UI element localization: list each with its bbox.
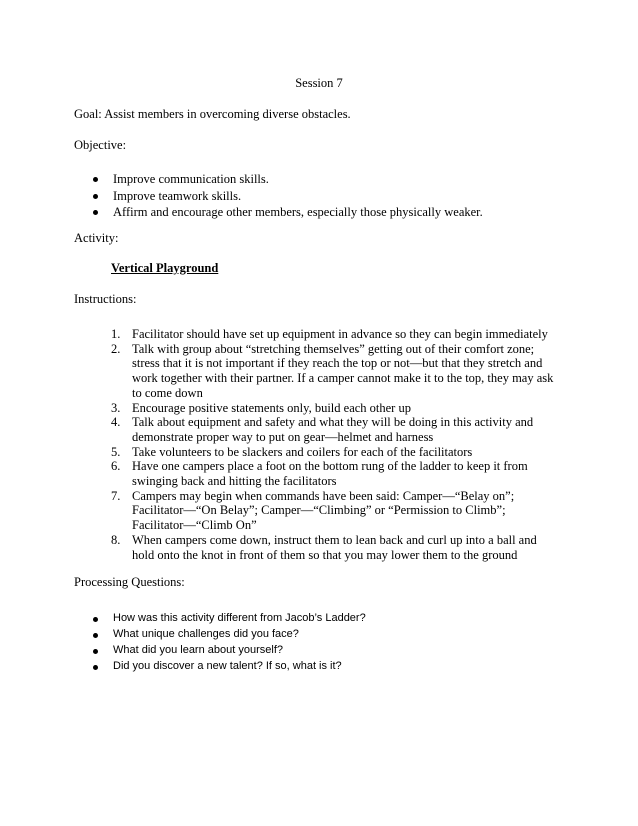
instruction-item <box>111 459 553 488</box>
instruction-text: Talk about equipment and safety and what they will be doing in this activity and demonstrate proper way to put on gear—helmet and harness <box>132 415 534 444</box>
instruction-number: 2. <box>111 341 121 356</box>
objective-item: Improve communication skills. <box>91 173 483 190</box>
instruction-item <box>111 327 553 342</box>
instruction-item <box>111 415 553 444</box>
processing-question: How was this activity different from Jacob’s Ladder? <box>91 613 366 629</box>
instruction-number: 6. <box>111 459 121 474</box>
instruction-number: 7. <box>111 488 121 503</box>
objective-item: Affirm and encourage other members, especially those physically weaker. <box>91 206 483 223</box>
instruction-item <box>111 489 553 533</box>
processing-question: What did you learn about yourself? <box>91 645 366 661</box>
activity-heading: Activity: <box>74 231 119 245</box>
instruction-text: Talk with group about “stretching themselves” getting out of their comfort zone; stress that it is not important if they reach the top or not—but that they stretch and work together with their partner. If a camper cannot make it to the top, they may ask to come down <box>132 341 554 400</box>
instruction-item <box>111 342 553 401</box>
instruction-number: 1. <box>111 327 121 341</box>
processing-heading: Processing Questions: <box>74 575 185 589</box>
objective-heading: Objective: <box>74 138 127 152</box>
instruction-item <box>111 445 553 460</box>
instruction-number: 5. <box>111 444 121 459</box>
instruction-text: Campers may begin when commands have been said: Camper—“Belay on”; Facilitator—“On Belay”; Camper—“Climbing” or “Permission to Climb”; Facilitator—“Climb On” <box>132 488 515 533</box>
instruction-text: Facilitator should have set up equipment in advance so they can begin immediately <box>132 327 548 341</box>
objective-item: Improve teamwork skills. <box>91 190 483 207</box>
instruction-text: Take volunteers to be slackers and coilers for each of the facilitators <box>132 444 473 459</box>
instructions-list <box>111 327 553 562</box>
instructions-heading: Instructions: <box>74 292 137 306</box>
processing-questions-list <box>91 613 366 677</box>
processing-question: Did you discover a new talent? If so, what is it? <box>91 661 366 677</box>
goal-text: Goal: Assist members in overcoming diverse obstacles. <box>74 107 351 121</box>
objectives-list <box>91 173 483 223</box>
instruction-item <box>111 401 553 416</box>
session-title: Session 7 <box>295 76 343 90</box>
instruction-text: Encourage positive statements only, build each other up <box>132 400 411 415</box>
instruction-item <box>111 533 553 562</box>
instruction-number: 8. <box>111 532 121 547</box>
activity-name: Vertical Playground <box>111 261 219 275</box>
instruction-text: Have one campers place a foot on the bottom rung of the ladder to keep it from swinging back and hitting the facilitators <box>132 459 528 489</box>
instruction-number: 4. <box>111 415 121 430</box>
instruction-number: 3. <box>111 400 121 415</box>
processing-question: What unique challenges did you face? <box>91 629 366 645</box>
instruction-text: When campers come down, instruct them to lean back and curl up into a ball and hold onto the knot in front of them so that you may lower them to the ground <box>132 532 537 562</box>
